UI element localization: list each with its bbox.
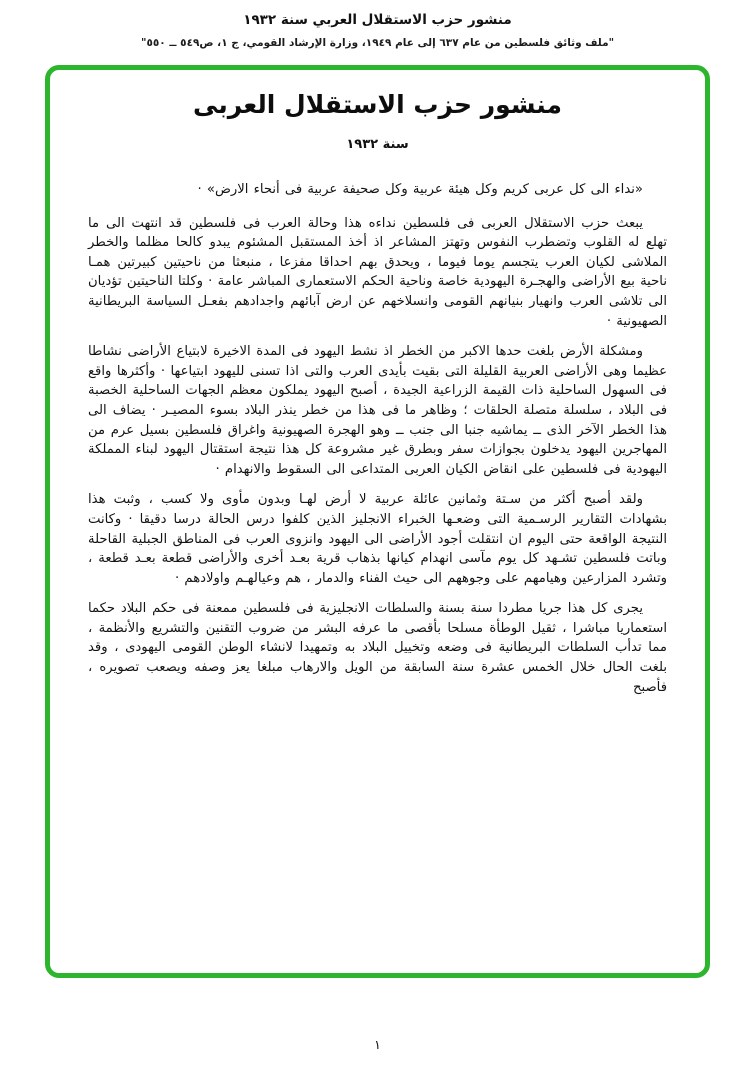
document-paragraph: يبعث حزب الاستقلال العربى فى فلسطين نداءه هذا وحالة العرب فى فلسطين قد انتهت الى ما تهلع له القلوب وتضطرب النفوس وتهتز المشاعر اذ أخذ المستقبل المشئوم يبدو كالحا مظلما والخطر الملاشى لكيان العرب يتجسم يوما فيوما ، ويحدق بهم احداقا مفزعا ، منبعثا من ناحيتين كبيرتين همـا ناحية بيع الأراضى والهجـرة اليهودية خاصة وناحية الحكم الاستعمارى المباشر عامة · وكلتا الناحيتين تؤديان الى تلاشى العرب وانهيار بنيانهم القومى وانسلاخهم عن ارض آبائهم واجدادهم بفعـل السياسة البريطانية الصهيونية ·	[88, 215, 667, 329]
document-title: منشور حزب الاستقلال العربى	[193, 90, 562, 119]
document-paragraph: ولقد أصبح أكثر من سـتة وثمانين عائلة عربية لا أرض لهـا وبدون مأوى ولا كسب ، وثبت هذا بشهادات التقارير الرسـمية التى وضعـها الخبراء الانجليز الذين كلفوا درس الحالة درسا دقيقا · وكانت النتيجة الواقعة حتى اليوم ان انتقلت أجود الأراضى الى اليهود وانزوى العرب فى المناطق الجبلية القاحلة وباتت فلسطين تشـهد كل يوم مآسى انهدام كيانها بذهاب قرية بعـد أخرى والأراضى قطعة بعـد قطعة ، وتشرد المزارعين وهيامهم على وجوههم الى حيث الفناء والدمار ، هم وعيالهـم واولادهم ·	[88, 492, 667, 586]
document-intro-line: «نداء الى كل عربى كريم وكل هيئة عربية وكل صحيفة عربية فى أنحاء الارض» ·	[197, 182, 643, 197]
page-header	[0, 0, 755, 49]
document-frame	[45, 65, 710, 978]
document-paragraph: ومشكلة الأرض بلغت حدها الاكبر من الخطر اذ نشط اليهود فى المدة الاخيرة لابتياع الأراضى نشاطا عظيما وهى الأراضى العربية القليلة التى بقيت بأيدى العرب والتى اذا تسنى لليهود ابتياعها · وأكثرها واقع فى السهول الساحلية ذات القيمة الزراعية الجيدة ، أصبح اليهود يملكون معظم الجهات الساحلية الخصبة فى البلاد ، سلسلة متصلة الحلقات ؛ وظاهر ما فى هذا من خطر ينذر البلاد بسوء المصيـر · يضاف الى هذا الخطر الآخر الذى ــ يماشيه جنبا الى جنب ــ وهو الهجرة الصهيونية واغراق فلسطين بسيل عرم من المهاجرين اليهود يدخلون بجوازات سفر وبطرق غير مشروعة كل هذا نتيجة استقتال اليهود لبناء المملكة اليهودية فى فلسطين على انقاض الكيان العربى المتداعى الى السقوط والانهدام ·	[88, 344, 667, 477]
document-subtitle: سنة ١٩٣٢	[346, 137, 409, 152]
page-header-source: "ملف وثائق فلسطين من عام ٦٣٧ إلى عام ١٩٤٩، وزارة الإرشاد القومي، ج ١، ص٥٤٩ ــ ٥٥٠"	[140, 37, 615, 49]
document-body	[88, 180, 667, 697]
page-number: ١	[374, 1037, 381, 1052]
document-paragraph: يجرى كل هذا جريا مطردا سنة بسنة والسلطات الانجليزية فى فلسطين ممعنة فى حكم البلاد حكما استعماريا مباشرا ، ثقيل الوطأة مسلحا بأقصى ما عرفه البشر من ضروب التقنين والتشريع والأنظمة ، مما تدأب السلطات البريطانية فى وضعه وتخييل البلاد به وتمهيدا لانشاء الوطن القومى اليهودى ، وقد بلغت الحال خلال الخمس عشرة سنة السابقة من الويل والارهاب مبلغا يعز وصفه ويصعب تصويره ، فأصبح	[88, 601, 667, 695]
page-footer	[0, 1037, 755, 1052]
page-header-title: منشور حزب الاستقلال العربي سنة ١٩٣٢	[243, 12, 512, 28]
